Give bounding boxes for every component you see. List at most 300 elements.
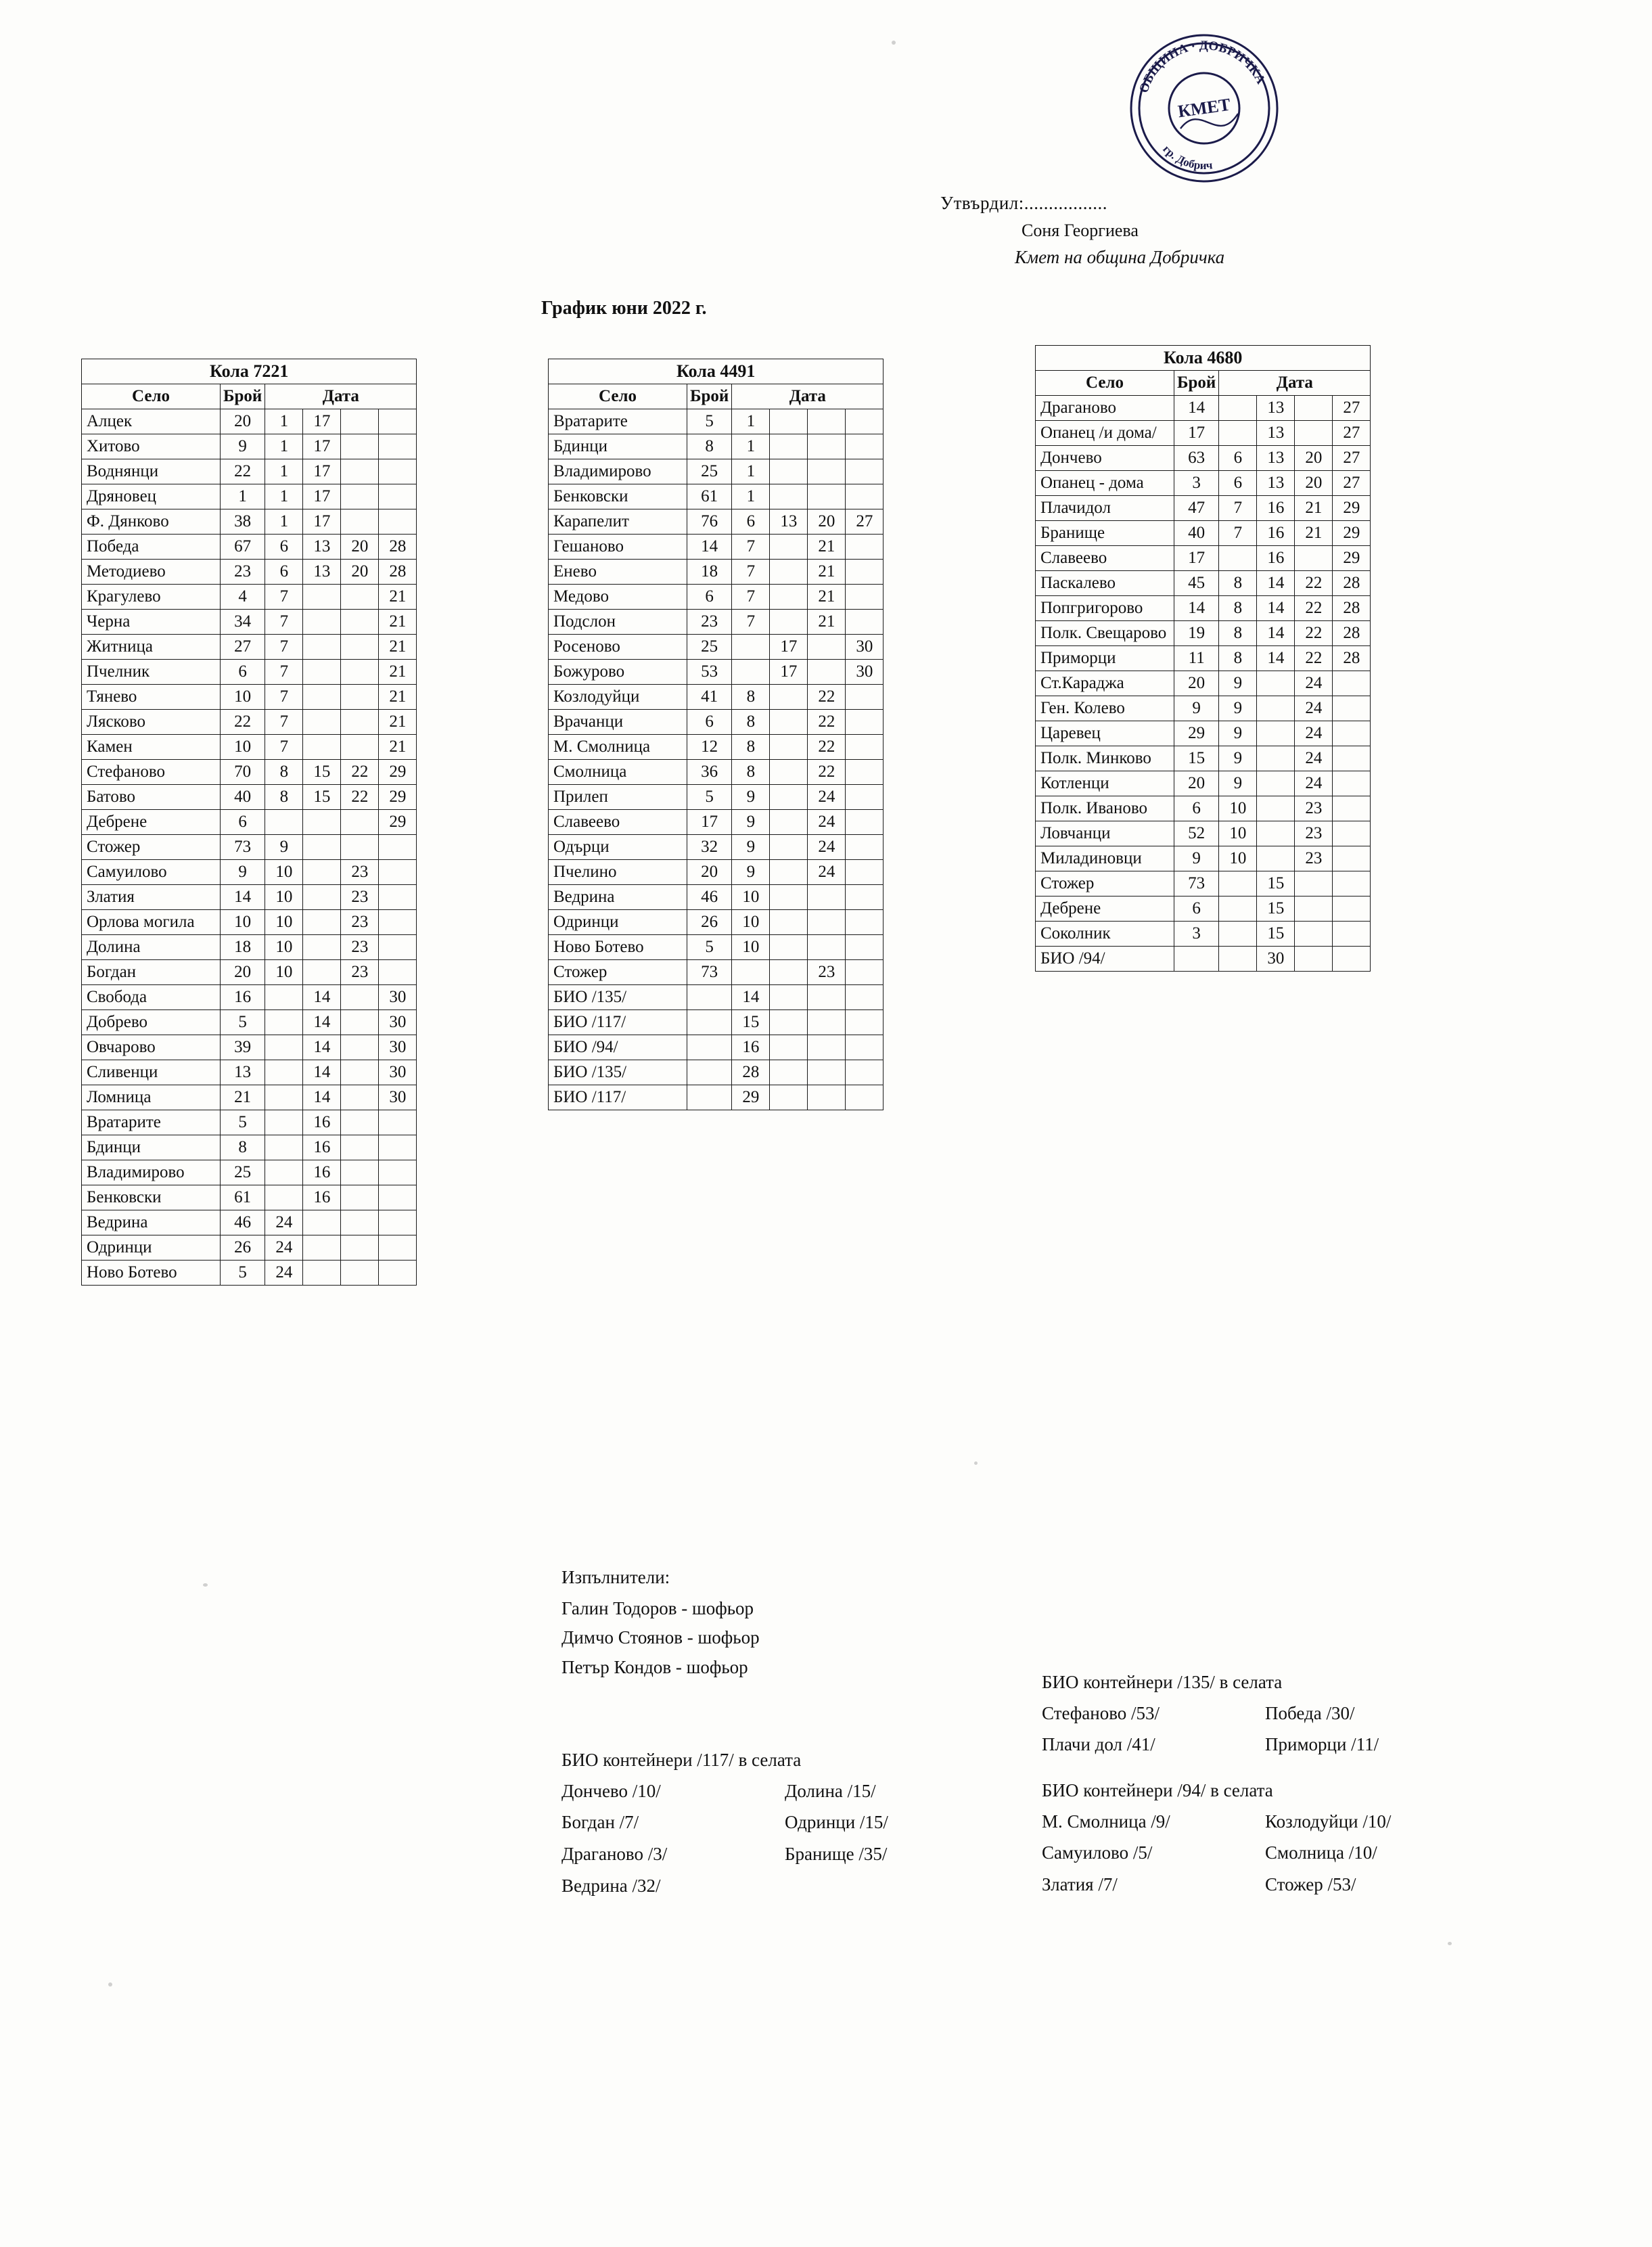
cell-date-3: 21 <box>1295 521 1333 546</box>
bio-117-item: Богдан /7/ <box>561 1812 639 1833</box>
cell-date-4 <box>846 835 884 860</box>
cell-date-4 <box>1333 721 1371 746</box>
cell-count: 6 <box>1174 896 1219 922</box>
cell-date-3 <box>341 1185 379 1210</box>
cell-date-4 <box>379 484 417 509</box>
cell-date-1: 7 <box>732 610 770 635</box>
cell-date-3 <box>341 434 379 459</box>
cell-count: 67 <box>221 535 265 560</box>
cell-date-2 <box>770 785 808 810</box>
cell-village: Орлова могила <box>82 910 221 935</box>
cell-date-2 <box>303 1261 341 1286</box>
cell-date-4 <box>846 885 884 910</box>
cell-date-3 <box>341 1060 379 1085</box>
table-row <box>549 910 884 935</box>
cell-date-2: 16 <box>1257 496 1295 521</box>
table-row <box>82 635 417 660</box>
cell-count <box>687 985 732 1010</box>
cell-date-4 <box>379 860 417 885</box>
cell-date-4 <box>379 1261 417 1286</box>
cell-count <box>687 1035 732 1060</box>
cell-date-3: 23 <box>1295 796 1333 821</box>
cell-date-2 <box>770 459 808 484</box>
cell-count: 36 <box>687 760 732 785</box>
cell-count: 39 <box>221 1035 265 1060</box>
cell-date-3: 21 <box>808 585 846 610</box>
cell-date-1: 1 <box>732 459 770 484</box>
cell-date-4 <box>1333 871 1371 896</box>
cell-date-2: 15 <box>1257 896 1295 922</box>
cell-date-2: 15 <box>1257 871 1295 896</box>
cell-date-2: 16 <box>1257 521 1295 546</box>
cell-date-1: 7 <box>265 660 303 685</box>
cell-count: 21 <box>221 1085 265 1110</box>
cell-date-2: 14 <box>1257 571 1295 596</box>
cell-village: Опанец /и дома/ <box>1036 421 1174 446</box>
cell-date-1 <box>1219 922 1257 947</box>
cell-date-3 <box>808 484 846 509</box>
table-row <box>82 960 417 985</box>
cell-date-1 <box>732 660 770 685</box>
cell-date-2: 14 <box>303 985 341 1010</box>
table-row <box>549 785 884 810</box>
cell-date-4 <box>846 735 884 760</box>
table-row <box>549 960 884 985</box>
cell-date-3 <box>341 660 379 685</box>
cell-date-4 <box>379 434 417 459</box>
cell-count: 14 <box>1174 596 1219 621</box>
cell-count: 70 <box>221 760 265 785</box>
cell-date-1: 8 <box>265 785 303 810</box>
cell-count: 29 <box>1174 721 1219 746</box>
cell-date-1: 6 <box>265 535 303 560</box>
cell-date-1: 29 <box>732 1085 770 1110</box>
cell-date-3 <box>808 635 846 660</box>
cell-date-4 <box>846 760 884 785</box>
table-row <box>82 509 417 535</box>
table-row <box>1036 721 1371 746</box>
cell-date-2 <box>770 860 808 885</box>
table-row <box>82 1010 417 1035</box>
cell-count: 26 <box>221 1235 265 1261</box>
cell-village: Еневo <box>549 560 687 585</box>
cell-count: 34 <box>221 610 265 635</box>
cell-date-1: 1 <box>732 409 770 434</box>
cell-date-4 <box>379 1185 417 1210</box>
cell-date-2: 16 <box>1257 546 1295 571</box>
cell-date-1 <box>265 1110 303 1135</box>
cell-date-4: 29 <box>379 760 417 785</box>
column-header-village: Село <box>1036 371 1174 396</box>
table-row <box>549 1060 884 1085</box>
cell-date-1: 6 <box>732 509 770 535</box>
cell-date-1: 16 <box>732 1035 770 1060</box>
cell-date-4: 28 <box>1333 571 1371 596</box>
cell-date-1: 14 <box>732 985 770 1010</box>
cell-village: БИО /94/ <box>549 1035 687 1060</box>
table-row <box>1036 871 1371 896</box>
cell-date-1 <box>265 985 303 1010</box>
cell-count: 25 <box>687 459 732 484</box>
table-row <box>82 1261 417 1286</box>
cell-date-4: 29 <box>1333 546 1371 571</box>
cell-date-3: 23 <box>341 960 379 985</box>
table-row <box>1036 922 1371 947</box>
cell-date-3 <box>808 935 846 960</box>
svg-text:гр. Добрич: гр. Добрич <box>1160 142 1214 173</box>
cell-village: Ф. Дянково <box>82 509 221 535</box>
cell-date-2 <box>303 960 341 985</box>
cell-date-3: 22 <box>808 685 846 710</box>
cell-count: 6 <box>687 585 732 610</box>
cell-date-2: 17 <box>303 409 341 434</box>
cell-date-2: 30 <box>1257 947 1295 972</box>
cell-date-4 <box>379 935 417 960</box>
cell-date-2: 15 <box>1257 922 1295 947</box>
cell-village: Ген. Колево <box>1036 696 1174 721</box>
column-header-count: Брой <box>221 384 265 409</box>
cell-date-2 <box>770 1060 808 1085</box>
table-row <box>549 860 884 885</box>
cell-village: Сливенци <box>82 1060 221 1085</box>
cell-village: Тянево <box>82 685 221 710</box>
cell-date-3: 22 <box>808 760 846 785</box>
table-row <box>82 484 417 509</box>
cell-date-4 <box>846 785 884 810</box>
cell-date-3: 24 <box>1295 746 1333 771</box>
cell-village: Вратарите <box>82 1110 221 1135</box>
table-row <box>82 1085 417 1110</box>
cell-village: Батово <box>82 785 221 810</box>
cell-date-2 <box>303 610 341 635</box>
cell-count: 5 <box>221 1010 265 1035</box>
cell-date-1 <box>265 1160 303 1185</box>
cell-village: Приморци <box>1036 646 1174 671</box>
cell-count: 19 <box>1174 621 1219 646</box>
cell-village: Стожер <box>1036 871 1174 896</box>
cell-count: 17 <box>1174 421 1219 446</box>
cell-date-4: 30 <box>846 660 884 685</box>
cell-date-1: 6 <box>265 560 303 585</box>
approval-block <box>940 189 1360 271</box>
cell-count: 5 <box>221 1261 265 1286</box>
cell-date-4: 21 <box>379 710 417 735</box>
cell-date-4: 21 <box>379 685 417 710</box>
cell-date-4 <box>846 409 884 434</box>
cell-date-1: 24 <box>265 1210 303 1235</box>
cell-date-2: 14 <box>303 1010 341 1035</box>
cell-date-4: 28 <box>1333 621 1371 646</box>
cell-count: 9 <box>1174 846 1219 871</box>
column-header-village: Село <box>82 384 221 409</box>
cell-date-4 <box>846 1010 884 1035</box>
cell-village: Вратарите <box>549 409 687 434</box>
cell-count: 46 <box>687 885 732 910</box>
cell-date-3 <box>341 459 379 484</box>
cell-date-1: 6 <box>1219 446 1257 471</box>
cell-date-1 <box>265 810 303 835</box>
cell-date-3 <box>808 409 846 434</box>
cell-date-4: 27 <box>1333 471 1371 496</box>
table-row <box>82 910 417 935</box>
cell-count: 6 <box>221 660 265 685</box>
cell-village: Плачидол <box>1036 496 1174 521</box>
cell-count: 45 <box>1174 571 1219 596</box>
cell-date-4 <box>846 585 884 610</box>
cell-village: БИО /135/ <box>549 985 687 1010</box>
cell-village: Владимирово <box>549 459 687 484</box>
cell-date-4 <box>1333 846 1371 871</box>
table-row <box>549 660 884 685</box>
cell-date-4 <box>1333 796 1371 821</box>
cell-date-4 <box>846 860 884 885</box>
cell-date-2: 14 <box>303 1085 341 1110</box>
cell-date-3: 21 <box>808 535 846 560</box>
cell-village: Стожер <box>549 960 687 985</box>
cell-date-3 <box>341 810 379 835</box>
cell-date-2 <box>770 409 808 434</box>
cell-village: Одърци <box>549 835 687 860</box>
scan-speck <box>108 1982 112 1987</box>
cell-count: 63 <box>1174 446 1219 471</box>
cell-date-3: 21 <box>808 560 846 585</box>
cell-count: 3 <box>1174 471 1219 496</box>
cell-date-1: 10 <box>1219 846 1257 871</box>
cell-date-2: 13 <box>1257 471 1295 496</box>
cell-date-4 <box>846 985 884 1010</box>
cell-date-4: 28 <box>1333 596 1371 621</box>
cell-count: 46 <box>221 1210 265 1235</box>
cell-date-3: 24 <box>808 860 846 885</box>
cell-date-4 <box>379 1110 417 1135</box>
cell-count: 14 <box>1174 396 1219 421</box>
cell-date-2: 13 <box>303 560 341 585</box>
cell-village: Славеево <box>549 810 687 835</box>
cell-date-4 <box>379 910 417 935</box>
cell-count: 27 <box>221 635 265 660</box>
cell-date-1: 10 <box>1219 796 1257 821</box>
cell-date-3: 20 <box>341 560 379 585</box>
cell-village: Миладиновци <box>1036 846 1174 871</box>
executor-item: Димчо Стоянов - шофьор <box>561 1627 760 1648</box>
cell-village: Дончево <box>1036 446 1174 471</box>
cell-date-1 <box>265 1185 303 1210</box>
cell-date-3 <box>808 660 846 685</box>
cell-date-3: 20 <box>341 535 379 560</box>
table-row <box>82 660 417 685</box>
cell-count: 1 <box>221 484 265 509</box>
bio-94-item: М. Смолница /9/ <box>1042 1811 1170 1832</box>
cell-date-3 <box>341 685 379 710</box>
cell-date-1 <box>1219 947 1257 972</box>
cell-date-1: 8 <box>732 760 770 785</box>
bio-135-item: Победа /30/ <box>1265 1702 1355 1723</box>
cell-date-3: 24 <box>1295 771 1333 796</box>
cell-date-2: 13 <box>303 535 341 560</box>
cell-date-3: 20 <box>1295 446 1333 471</box>
cell-date-3: 24 <box>808 810 846 835</box>
cell-date-2 <box>770 960 808 985</box>
cell-date-4: 27 <box>1333 421 1371 446</box>
cell-village: Котленци <box>1036 771 1174 796</box>
cell-date-2 <box>1257 846 1295 871</box>
table-row <box>549 1010 884 1035</box>
cell-date-4 <box>379 1210 417 1235</box>
cell-date-2 <box>770 560 808 585</box>
cell-date-2: 14 <box>1257 596 1295 621</box>
cell-date-1: 9 <box>1219 671 1257 696</box>
cell-date-2: 13 <box>1257 396 1295 421</box>
bio-117-item <box>785 1871 1008 1901</box>
cell-date-2 <box>770 710 808 735</box>
cell-date-2 <box>770 1035 808 1060</box>
bio-117-item: Долина /15/ <box>785 1780 876 1801</box>
table-row <box>549 810 884 835</box>
cell-date-1: 7 <box>1219 521 1257 546</box>
executors-heading: Изпълнители: <box>561 1567 670 1587</box>
cell-date-2 <box>1257 821 1295 846</box>
cell-date-3: 23 <box>341 910 379 935</box>
cell-date-3: 23 <box>341 860 379 885</box>
cell-date-2: 14 <box>303 1035 341 1060</box>
cell-date-3 <box>341 1110 379 1135</box>
cell-date-4 <box>379 509 417 535</box>
cell-date-2 <box>303 935 341 960</box>
cell-count: 73 <box>687 960 732 985</box>
cell-village: Медово <box>549 585 687 610</box>
table-row <box>82 860 417 885</box>
table-row <box>82 585 417 610</box>
cell-date-3 <box>341 1085 379 1110</box>
cell-date-4: 29 <box>1333 496 1371 521</box>
cell-date-4: 28 <box>379 560 417 585</box>
table-row <box>549 509 884 535</box>
schedule-table-7221 <box>81 359 417 1286</box>
table-row <box>1036 496 1371 521</box>
table-row <box>82 810 417 835</box>
executor-item: Галин Тодоров - шофьор <box>561 1597 754 1618</box>
cell-date-2 <box>770 935 808 960</box>
table-row <box>549 459 884 484</box>
cell-date-3 <box>341 484 379 509</box>
cell-date-1: 1 <box>732 484 770 509</box>
scan-speck <box>974 1461 978 1465</box>
table-row <box>82 985 417 1010</box>
cell-date-1: 15 <box>732 1010 770 1035</box>
cell-date-4 <box>846 535 884 560</box>
cell-count: 20 <box>221 409 265 434</box>
cell-date-2 <box>770 810 808 835</box>
cell-date-4 <box>1333 947 1371 972</box>
cell-date-2 <box>303 860 341 885</box>
cell-count: 73 <box>1174 871 1219 896</box>
cell-date-4 <box>379 960 417 985</box>
cell-date-4 <box>379 409 417 434</box>
cell-date-1 <box>1219 421 1257 446</box>
cell-village: Божурово <box>549 660 687 685</box>
cell-date-3: 22 <box>341 785 379 810</box>
cell-count: 17 <box>687 810 732 835</box>
cell-count: 41 <box>687 685 732 710</box>
cell-date-3 <box>1295 871 1333 896</box>
executors-block <box>561 1563 760 1683</box>
table-row <box>82 685 417 710</box>
cell-date-4 <box>1333 671 1371 696</box>
cell-village: Росеново <box>549 635 687 660</box>
cell-date-3 <box>1295 546 1333 571</box>
cell-date-1: 10 <box>1219 821 1257 846</box>
cell-date-2: 16 <box>303 1185 341 1210</box>
column-header-date: Дата <box>265 384 417 409</box>
cell-village: Свобода <box>82 985 221 1010</box>
bio-94-heading: БИО контейнери /94/ в селата <box>1042 1780 1273 1800</box>
table-row <box>1036 646 1371 671</box>
cell-date-1 <box>265 1135 303 1160</box>
table-row <box>82 885 417 910</box>
cell-date-3 <box>808 1085 846 1110</box>
cell-village: Стефаново <box>82 760 221 785</box>
cell-count: 5 <box>687 935 732 960</box>
cell-date-4: 30 <box>379 1085 417 1110</box>
table-row <box>549 409 884 434</box>
cell-date-2 <box>303 1210 341 1235</box>
table-row <box>1036 446 1371 471</box>
cell-date-1: 10 <box>265 935 303 960</box>
cell-date-3 <box>341 585 379 610</box>
cell-date-4 <box>379 885 417 910</box>
cell-date-2 <box>303 910 341 935</box>
cell-date-3 <box>1295 896 1333 922</box>
cell-date-4 <box>846 610 884 635</box>
cell-date-1 <box>265 1010 303 1035</box>
cell-village: Камен <box>82 735 221 760</box>
cell-village: Пчелино <box>549 860 687 885</box>
svg-text:ОБЩИНА · ДОБРИЧКА: ОБЩИНА · ДОБРИЧКА <box>1137 38 1268 95</box>
cell-date-2 <box>303 1235 341 1261</box>
cell-date-4: 29 <box>379 785 417 810</box>
cell-village: Ново Ботево <box>549 935 687 960</box>
cell-date-3: 21 <box>808 610 846 635</box>
cell-date-2 <box>770 685 808 710</box>
table-row <box>82 1185 417 1210</box>
cell-date-4 <box>1333 922 1371 947</box>
cell-village: Врачанци <box>549 710 687 735</box>
cell-date-3 <box>808 1060 846 1085</box>
cell-date-1: 7 <box>265 735 303 760</box>
cell-date-3: 22 <box>808 710 846 735</box>
cell-date-4 <box>846 810 884 835</box>
cell-village: Долина <box>82 935 221 960</box>
cell-date-1 <box>1219 871 1257 896</box>
bio-135-item: Приморци /11/ <box>1265 1734 1379 1755</box>
cell-date-1: 9 <box>1219 746 1257 771</box>
svg-text:КМЕТ: КМЕТ <box>1176 94 1232 122</box>
cell-date-4 <box>846 935 884 960</box>
cell-count: 5 <box>221 1110 265 1135</box>
cell-count: 10 <box>221 685 265 710</box>
cell-date-1: 1 <box>265 409 303 434</box>
table-row <box>549 885 884 910</box>
cell-village: Ловчанци <box>1036 821 1174 846</box>
cell-date-3: 21 <box>1295 496 1333 521</box>
cell-date-3: 22 <box>1295 621 1333 646</box>
cell-date-4: 27 <box>1333 446 1371 471</box>
cell-village: Соколник <box>1036 922 1174 947</box>
cell-date-4 <box>379 459 417 484</box>
cell-count: 38 <box>221 509 265 535</box>
cell-village: БИО /135/ <box>549 1060 687 1085</box>
cell-village: Богдан <box>82 960 221 985</box>
